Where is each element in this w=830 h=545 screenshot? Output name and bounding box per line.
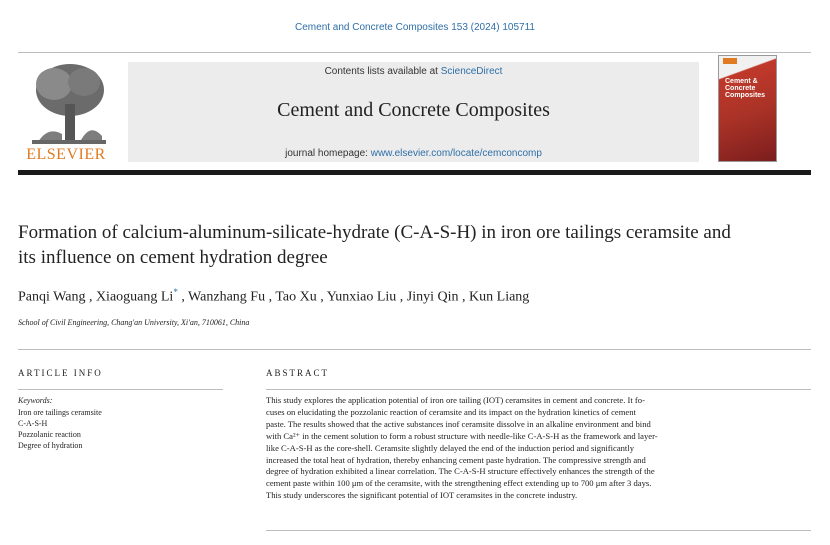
article-info-heading: ARTICLE INFO xyxy=(18,368,103,378)
keyword-item: Degree of hydration xyxy=(18,441,83,450)
cover-logo-mark xyxy=(723,58,737,64)
homepage-line xyxy=(128,148,699,159)
homepage-link[interactable]: www.elsevier.com/locate/cemconcomp xyxy=(370,148,542,159)
contents-line xyxy=(128,66,699,77)
corresponding-author-mark[interactable]: * xyxy=(173,287,178,297)
article-title: Formation of calcium-aluminum-silicate-hydrate (C-A-S-H) in iron ore tailings ceramsite and its influence on cement hydration degree xyxy=(18,222,731,268)
abstract-rule xyxy=(266,389,811,390)
affiliation: School of Civil Engineering, Chang'an University, Xi'an, 710061, China xyxy=(18,318,250,327)
abstract-heading: ABSTRACT xyxy=(266,368,330,378)
cover-title: Cement & Concrete Composites xyxy=(725,78,766,99)
journal-cover-thumbnail[interactable] xyxy=(718,55,777,162)
journal-title: Cement and Concrete Composites xyxy=(277,99,550,121)
author-list xyxy=(18,287,529,306)
keyword-item: Pozzolanic reaction xyxy=(18,430,81,439)
keywords-list xyxy=(18,407,102,451)
authors-first[interactable]: Panqi Wang , Xiaoguang Li xyxy=(18,289,174,305)
abstract-text: This study explores the application potential of iron ore tailing (IOT) ceramsites in cement and concrete. It fo- cuses on elucidating the pozzolanic reaction of ceramsite and its impact on the hydration kinetics of cement paste. The results showed that the active substances inof ceramsite dissolve in an alkaline environment and bind with Ca²⁺ in the cement solution to form a robust structure with needle-like C-A-S-H as the framework and layer- like C-A-S-H as the core-shell. Ceramsite slightly delayed the end of the induction period and significantly increased the total heat of hydration, thereby enhancing cement paste hydration. The compressive strength and degree of hydration exhibited a linear correlation. The C-A-S-H structure effectively enhances the strength of the cement paste within 100 μm of the ceramsite, with the strengthening effect extending up to 700 μm after 3 days. This study underscores the significant potential of IOT ceramsites in the concrete industry. xyxy=(266,395,658,501)
section-top-rule xyxy=(18,349,811,350)
homepage-prefix: journal homepage: xyxy=(285,148,371,159)
sciencedirect-link[interactable]: ScienceDirect xyxy=(440,66,503,77)
journal-header-box xyxy=(128,62,699,162)
header-top-rule xyxy=(18,52,811,53)
header-bottom-rule xyxy=(18,170,811,175)
keywords-label: Keywords: xyxy=(18,396,53,405)
elsevier-wordmark: ELSEVIER xyxy=(26,146,106,163)
keyword-item: C-A-S-H xyxy=(18,419,48,428)
keyword-item: Iron ore tailings ceramsite xyxy=(18,408,102,417)
abstract-bottom-rule xyxy=(266,530,811,531)
contents-prefix: Contents lists available at xyxy=(324,66,441,77)
journal-citation[interactable]: Cement and Concrete Composites 153 (2024) 105711 xyxy=(295,22,535,33)
authors-rest[interactable]: , Wanzhang Fu , Tao Xu , Yunxiao Liu , Jinyi Qin , Kun Liang xyxy=(177,289,530,305)
article-info-rule xyxy=(18,389,223,390)
